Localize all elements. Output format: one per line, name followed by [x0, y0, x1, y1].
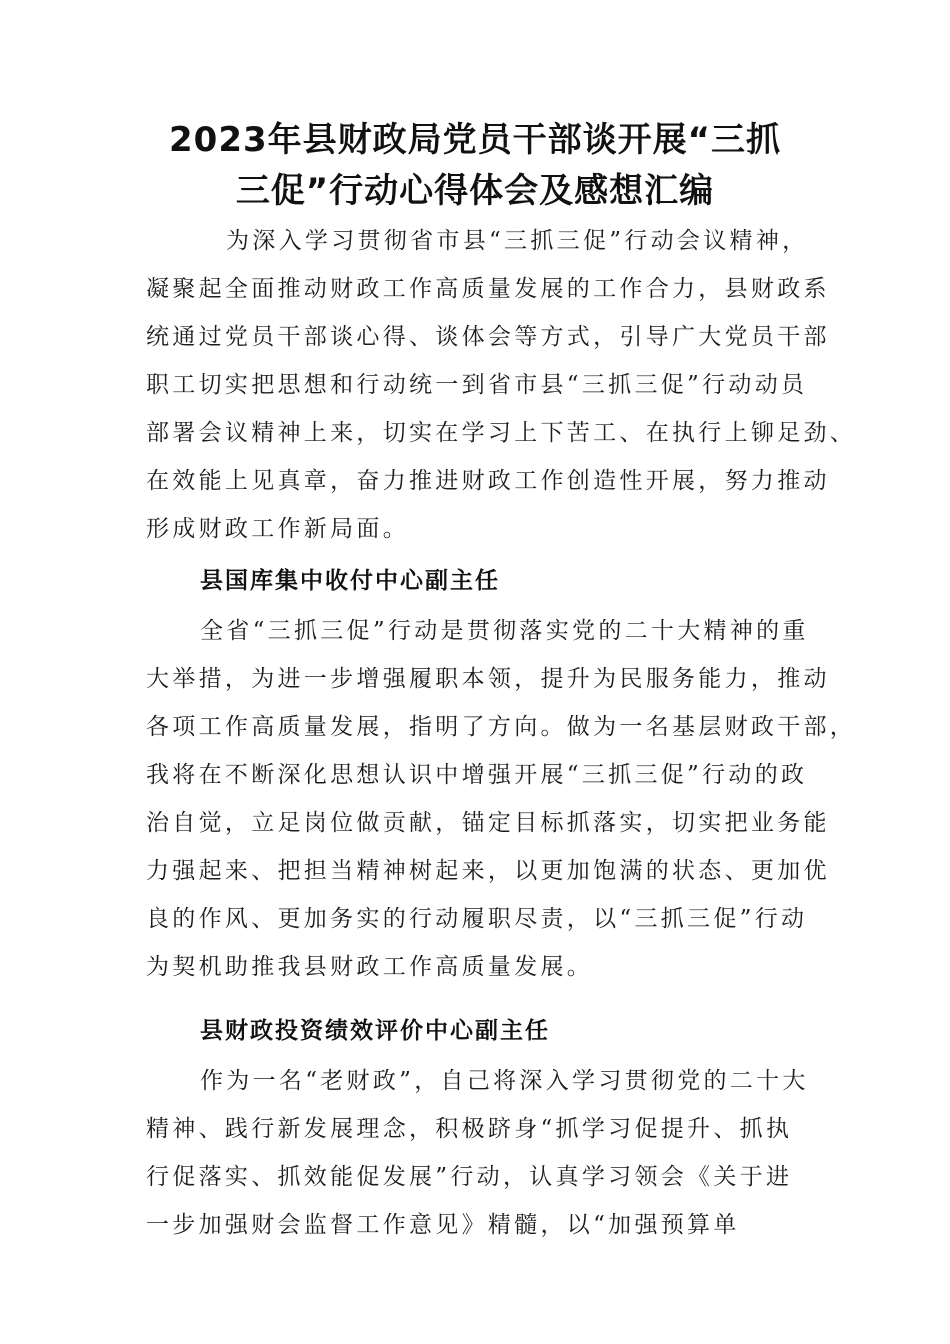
section-line: 力强起来、把担当精神树起来，以更加饱满的状态、更加优 — [146, 858, 830, 884]
section-line: 为契机助推我县财政工作高质量发展。 — [146, 954, 594, 980]
intro-line: 在效能上见真章，奋力推进财政工作创造性开展，努力推动 — [146, 468, 830, 494]
section-line: 一步加强财会监督工作意见》精髓，以“加强预算单 — [146, 1212, 740, 1238]
document-title-line-1: 2023年县财政局党员干部谈开展“三抓 — [169, 120, 781, 160]
section-line: 行促落实、抓效能促发展”行动，认真学习领会《关于进 — [146, 1164, 793, 1190]
section-heading: 县财政投资绩效评价中心副主任 — [200, 1017, 550, 1044]
intro-line: 凝聚起全面推动财政工作高质量发展的工作合力，县财政系 — [146, 276, 830, 302]
section-line: 全省“三抓三促”行动是贯彻落实党的二十大精神的重 — [200, 618, 809, 644]
intro-line: 为深入学习贯彻省市县“三抓三促”行动会议精神， — [226, 228, 809, 254]
section-line: 精神、践行新发展理念，积极跻身“抓学习促提升、抓执 — [146, 1116, 793, 1142]
section-line: 治自觉，立足岗位做贡献，锚定目标抓落实，切实把业务能 — [146, 810, 830, 836]
intro-line: 部署会议精神上来，切实在学习上下苦工、在执行上铆足劲、 — [146, 420, 857, 446]
section-line: 大举措，为进一步增强履职本领，提升为民服务能力，推动 — [146, 666, 830, 692]
section-line: 我将在不断深化思想认识中增强开展“三抓三促”行动的政 — [146, 762, 808, 788]
intro-line: 形成财政工作新局面。 — [146, 516, 409, 542]
section-heading: 县国库集中收付中心副主任 — [200, 567, 500, 594]
intro-line: 统通过党员干部谈心得、谈体会等方式，引导广大党员干部 — [146, 324, 830, 350]
section-line: 作为一名“老财政”，自己将深入学习贯彻党的二十大 — [200, 1068, 809, 1094]
section-line: 各项工作高质量发展，指明了方向。做为一名基层财政干部， — [146, 714, 857, 740]
section-line: 良的作风、更加务实的行动履职尽责，以“三抓三促”行动 — [146, 906, 808, 932]
intro-line: 职工切实把思想和行动统一到省市县“三抓三促”行动动员 — [146, 372, 808, 398]
document-title-line-2: 三促”行动心得体会及感想汇编 — [235, 171, 715, 211]
